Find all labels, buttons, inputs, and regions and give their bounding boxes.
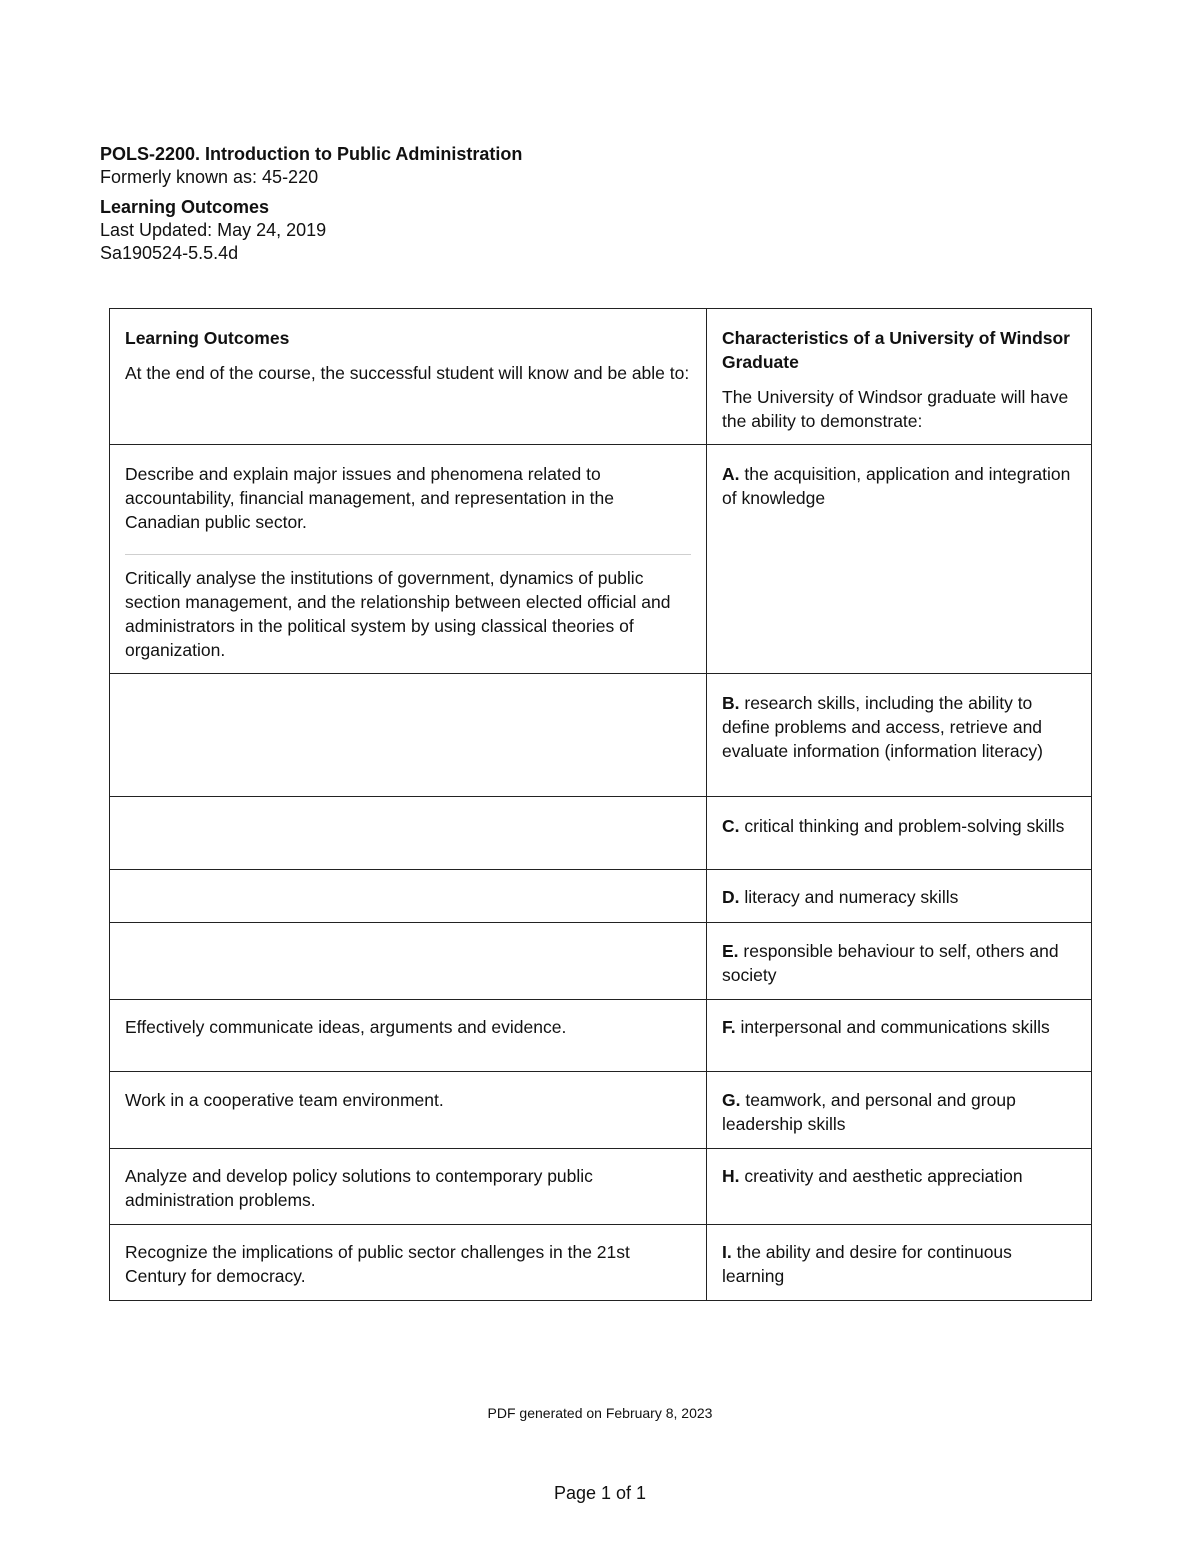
- characteristic-letter: B.: [722, 693, 740, 713]
- table-row: [110, 923, 1092, 1000]
- characteristic-text: [722, 691, 1076, 763]
- characteristic-letter: E.: [722, 941, 739, 961]
- characteristic-cell: [707, 1000, 1092, 1072]
- characteristic-letter: H.: [722, 1166, 740, 1186]
- characteristic-cell: [707, 1072, 1092, 1149]
- outcome-cell: [110, 1225, 707, 1301]
- outcome-text: Critically analyse the institutions of government, dynamics of public section management, and the relationship between elected official and administrators in the political system by using classical theories of organization.: [125, 568, 671, 660]
- characteristic-description: responsible behaviour to self, others and society: [722, 941, 1059, 985]
- outcome-text: Work in a cooperative team environment.: [125, 1090, 444, 1110]
- characteristic-cell: [707, 1225, 1092, 1301]
- characteristic-description: the acquisition, application and integration of knowledge: [722, 464, 1071, 508]
- characteristic-cell: [707, 870, 1092, 923]
- characteristic-letter: D.: [722, 887, 740, 907]
- table-row: [110, 674, 1092, 797]
- outcome-cell: [110, 445, 707, 674]
- page-number: Page 1 of 1: [553, 1483, 647, 1503]
- characteristics-header-cell: [707, 309, 1092, 445]
- characteristic-letter: A.: [722, 464, 740, 484]
- characteristic-text: [722, 1015, 1076, 1039]
- pdf-generated-note: PDF generated on February 8, 2023: [487, 1405, 713, 1421]
- characteristic-text: [722, 1088, 1076, 1136]
- characteristic-text: [722, 885, 1076, 909]
- outcome-divider: [125, 554, 691, 555]
- outcome-text: Recognize the implications of public sector challenges in the 21st Century for democracy.: [125, 1242, 630, 1286]
- outcome-cell: [110, 1149, 707, 1225]
- table-row: [110, 797, 1092, 870]
- table-row: [110, 445, 1092, 674]
- outcome-text: Effectively communicate ideas, arguments and evidence.: [125, 1017, 567, 1037]
- course-title: POLS-2200. Introduction to Public Administration: [100, 144, 523, 164]
- outcome-cell-empty: [110, 674, 707, 797]
- characteristics-header-title: Characteristics of a University of Windsor Graduate: [722, 328, 1070, 372]
- learning-outcomes-header-subtitle: At the end of the course, the successful student will know and be able to:: [125, 363, 690, 383]
- outcome-cell-empty: [110, 923, 707, 1000]
- outcome-cell: [110, 1000, 707, 1072]
- characteristic-cell: [707, 674, 1092, 797]
- characteristic-description: creativity and aesthetic appreciation: [744, 1166, 1023, 1186]
- table-row: [110, 1225, 1092, 1301]
- table-row: [110, 870, 1092, 923]
- characteristic-description: teamwork, and personal and group leadership skills: [722, 1090, 1016, 1134]
- characteristics-header-subtitle: The University of Windsor graduate will have the ability to demonstrate:: [722, 387, 1069, 431]
- learning-outcomes-header-title: Learning Outcomes: [125, 328, 290, 348]
- outcome-cell-empty: [110, 797, 707, 870]
- former-course-code: Formerly known as: 45-220: [100, 167, 319, 187]
- characteristic-letter: F.: [722, 1017, 736, 1037]
- outcome-text: Analyze and develop policy solutions to contemporary public administration problems.: [125, 1166, 593, 1210]
- characteristic-cell: [707, 797, 1092, 870]
- table-row: [110, 1072, 1092, 1149]
- characteristic-text: [722, 1164, 1076, 1188]
- characteristic-letter: G.: [722, 1090, 741, 1110]
- characteristic-text: [722, 939, 1076, 987]
- table-header-row: [110, 309, 1092, 445]
- outcome-cell: [110, 1072, 707, 1149]
- characteristic-description: literacy and numeracy skills: [744, 887, 959, 907]
- characteristic-cell: [707, 923, 1092, 1000]
- section-heading: Learning Outcomes: [100, 197, 270, 217]
- document-header: [100, 143, 1100, 265]
- characteristic-text: [722, 462, 1076, 510]
- table-row: [110, 1000, 1092, 1072]
- outcome-text: Describe and explain major issues and phenomena related to accountability, financial management, and representation in the Canadian public sector.: [125, 464, 615, 532]
- characteristic-description: the ability and desire for continuous learning: [722, 1242, 1012, 1286]
- last-updated: Last Updated: May 24, 2019: [100, 220, 327, 240]
- table-row: [110, 1149, 1092, 1225]
- characteristic-cell: [707, 1149, 1092, 1225]
- characteristic-letter: I.: [722, 1242, 732, 1262]
- characteristic-text: [722, 814, 1076, 838]
- learning-outcomes-header-cell: [110, 309, 707, 445]
- outcomes-table: [109, 308, 1092, 1301]
- characteristic-description: interpersonal and communications skills: [740, 1017, 1050, 1037]
- characteristic-description: critical thinking and problem-solving skills: [744, 816, 1065, 836]
- characteristic-description: research skills, including the ability to define problems and access, retrieve and evaluate information (information literacy): [722, 693, 1043, 761]
- outcome-cell-empty: [110, 870, 707, 923]
- characteristic-cell: [707, 445, 1092, 674]
- characteristic-text: [722, 1240, 1076, 1288]
- document-code: Sa190524-5.5.4d: [100, 243, 239, 263]
- characteristic-letter: C.: [722, 816, 740, 836]
